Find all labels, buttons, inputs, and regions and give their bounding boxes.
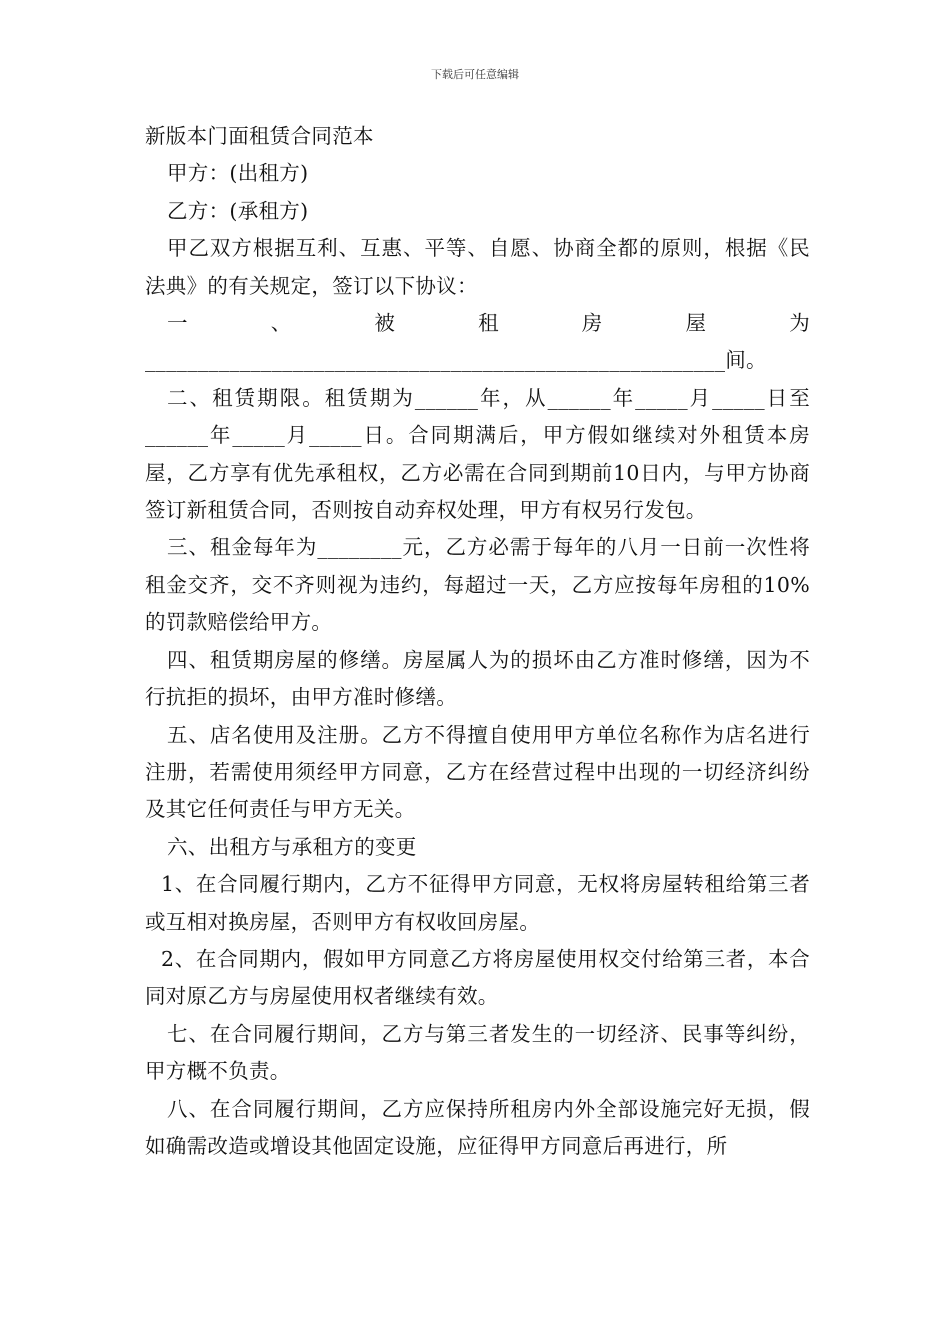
clause-8-facilities: 八、在合同履行期间，乙方应保持所租房内外全部设施完好无损，假如确需改造或增设其他固定设施，应征得甲方同意后再进行，所 (145, 1096, 810, 1158)
document-body (145, 118, 810, 1165)
preamble-paragraph: 甲乙双方根据互利、互惠、平等、自愿、协商全都的原则，根据《民法典》的有关规定，签订以下协议： (145, 236, 810, 298)
clause-3-rent: 三、租金每年为________元，乙方必需于每年的八月一日前一次性将租金交齐，交不齐则视为违约，每超过一天，乙方应按每年房租的10%的罚款赔偿给甲方。 (145, 535, 810, 635)
party-a-line: 甲方：(出租方) (167, 161, 309, 186)
clause-2-lease-term: 二、租赁期限。租赁期为______年，从______年_____月_____日至______年_____月_____日。合同期满后，甲方假如继续对外租赁本房屋，乙方享有优先承租权，乙方必需在合同到期前10日内，与甲方协商签订新租赁合同，否则按自动弃权处理，甲方有权另行发包。 (145, 385, 810, 523)
clause-6-heading: 六、出租方与承租方的变更 (167, 834, 417, 859)
clause-4-repairs: 四、租赁期房屋的修缮。房屋属人为的损坏由乙方准时修缮，因为不行抗拒的损坏，由甲方准时修缮。 (145, 647, 810, 710)
document-title: 新版本门面租赁合同范本 (145, 124, 374, 148)
clause-7-disputes: 七、在合同履行期间，乙方与第三者发生的一切经济、民事等纠纷，甲方概不负责。 (145, 1021, 810, 1084)
clause-6-item-2: 2、在合同期内，假如甲方同意乙方将房屋使用权交付给第三者，本合同对原乙方与房屋使用权者继续有效。 (145, 946, 810, 1009)
clause-6-item-1: 1、在合同履行期内，乙方不征得甲方同意，无权将房屋转租给第三者或互相对换房屋，否则甲方有权收回房屋。 (145, 872, 810, 934)
page-header: 下载后可任意编辑 (431, 68, 519, 81)
clause-1-premises: 一、被租房屋为_______________________________________________________间。 (145, 311, 810, 373)
clause-5-store-name: 五、店名使用及注册。乙方不得擅自使用甲方单位名称作为店名进行注册，若需使用须经甲方同意，乙方在经营过程中出现的一切经济纠纷及其它任何责任与甲方无关。 (145, 722, 810, 822)
party-b-line: 乙方：(承租方) (167, 198, 309, 223)
